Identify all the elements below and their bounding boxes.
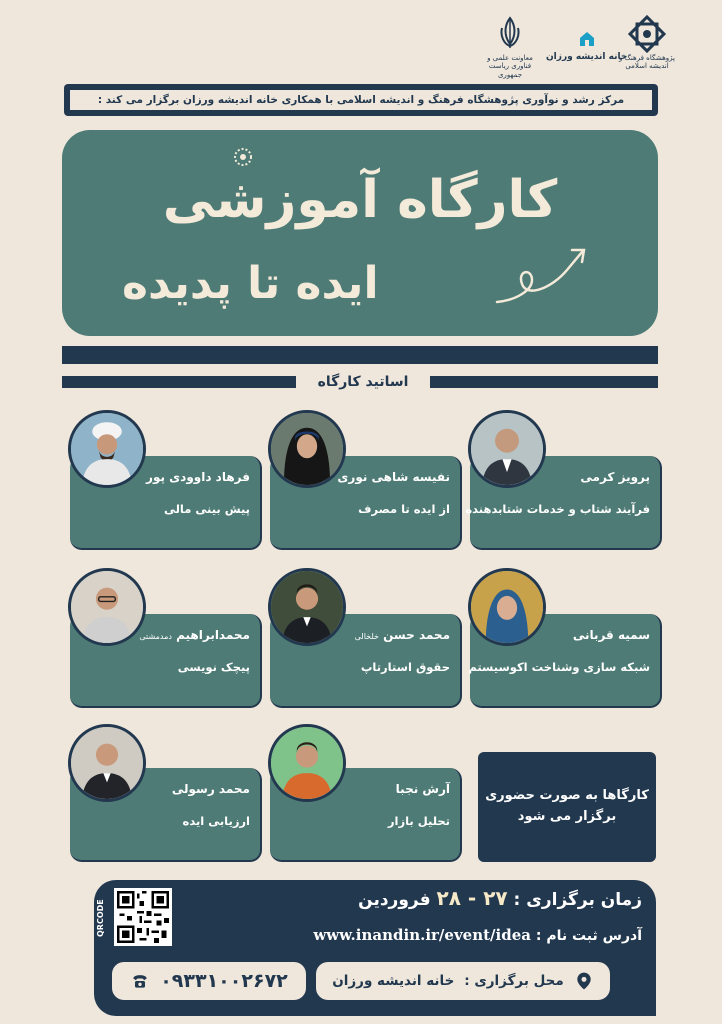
logo-institute	[612, 14, 682, 71]
notice-line: برگزار می شود	[517, 809, 617, 824]
location-label: محل برگزاری :	[464, 973, 564, 989]
phone-number: ۰۹۳۳۱۰۰۲۶۷۲	[160, 970, 288, 992]
speaker-name: محمدابراهیم دمدمشتی	[139, 628, 250, 642]
brand-icon	[578, 30, 596, 48]
speaker-name: نفیسه شاهی نوری	[337, 470, 450, 484]
speaker-topic: فرآیند شتاب و خدمات شتابدهنده	[465, 502, 650, 516]
divider-bar	[62, 346, 658, 364]
avatar	[468, 568, 546, 646]
event-date: زمان برگزاری : ۲۷ - ۲۸ فروردین	[358, 886, 642, 910]
in-person-notice	[478, 752, 656, 862]
avatar	[68, 410, 146, 488]
speaker-topic: از ایده تا مصرف	[358, 502, 450, 516]
speaker-topic: حقوق استارتاپ	[360, 660, 450, 674]
emblem-icon	[490, 14, 530, 54]
location-pill	[316, 962, 610, 1000]
page-title: کارگاه آموزشی	[162, 170, 558, 230]
qr-label: QRCODE	[96, 899, 105, 937]
registration-address: آدرس ثبت نام : www.inandin.ir/event/idea	[313, 926, 642, 944]
registration-link[interactable]: www.inandin.ir/event/idea	[313, 926, 531, 944]
speaker-name: محمد حسن خلخالی	[354, 628, 450, 642]
qr-code-icon[interactable]	[114, 888, 172, 946]
phone-pill[interactable]	[112, 962, 306, 1000]
phone-icon	[130, 971, 150, 991]
logo-institute-text: پژوهشگاه فرهنگ و اندیشه اسلامی	[619, 54, 675, 71]
speaker-name: آرش نجبا	[395, 782, 450, 796]
page-subtitle: ایده تا پدیده	[122, 258, 379, 309]
speaker-topic: تحلیل بازار	[387, 814, 450, 828]
logo-andishe-text: خانه اندیشه ورزان	[546, 52, 628, 62]
speaker-topic: شبکه سازی وشناخت اکوسیستم	[468, 660, 650, 674]
ornament-icon	[232, 146, 254, 168]
organizer-banner	[64, 84, 658, 116]
speaker-name: محمد رسولی	[171, 782, 250, 796]
speaker-name: فرهاد داوودی پور	[146, 470, 250, 484]
avatar	[68, 724, 146, 802]
instructors-heading: اساتید کارگاه	[296, 370, 430, 394]
location-value: خانه اندیشه ورزان	[332, 973, 455, 989]
avatar	[68, 568, 146, 646]
avatar	[468, 410, 546, 488]
logo-presidency-text: معاونت علمی و فناوری ریاست جمهوری	[487, 54, 533, 79]
avatar	[268, 410, 346, 488]
arrow-swirl-icon	[492, 240, 592, 310]
avatar	[268, 568, 346, 646]
logo-presidency	[480, 14, 540, 79]
speaker-name: پرویز کرمی	[580, 470, 650, 484]
organizer-text: مرکز رشد و نوآوری پژوهشگاه فرهنگ و اندیشه اسلامی با همکاری خانه اندیشه ورزان برگزار می کند :	[97, 94, 625, 106]
speaker-topic: پیش بینی مالی	[163, 502, 250, 516]
seal-icon	[627, 14, 667, 54]
avatar	[268, 724, 346, 802]
speaker-name: سمیه قربانی	[572, 628, 650, 642]
speaker-topic: ارزیابی ایده	[182, 814, 250, 828]
location-pin-icon	[574, 971, 594, 991]
notice-line: کارگاها به صورت حضوری	[485, 788, 649, 804]
speaker-topic: پیچک نویسی	[177, 660, 250, 674]
title-card	[62, 130, 658, 336]
